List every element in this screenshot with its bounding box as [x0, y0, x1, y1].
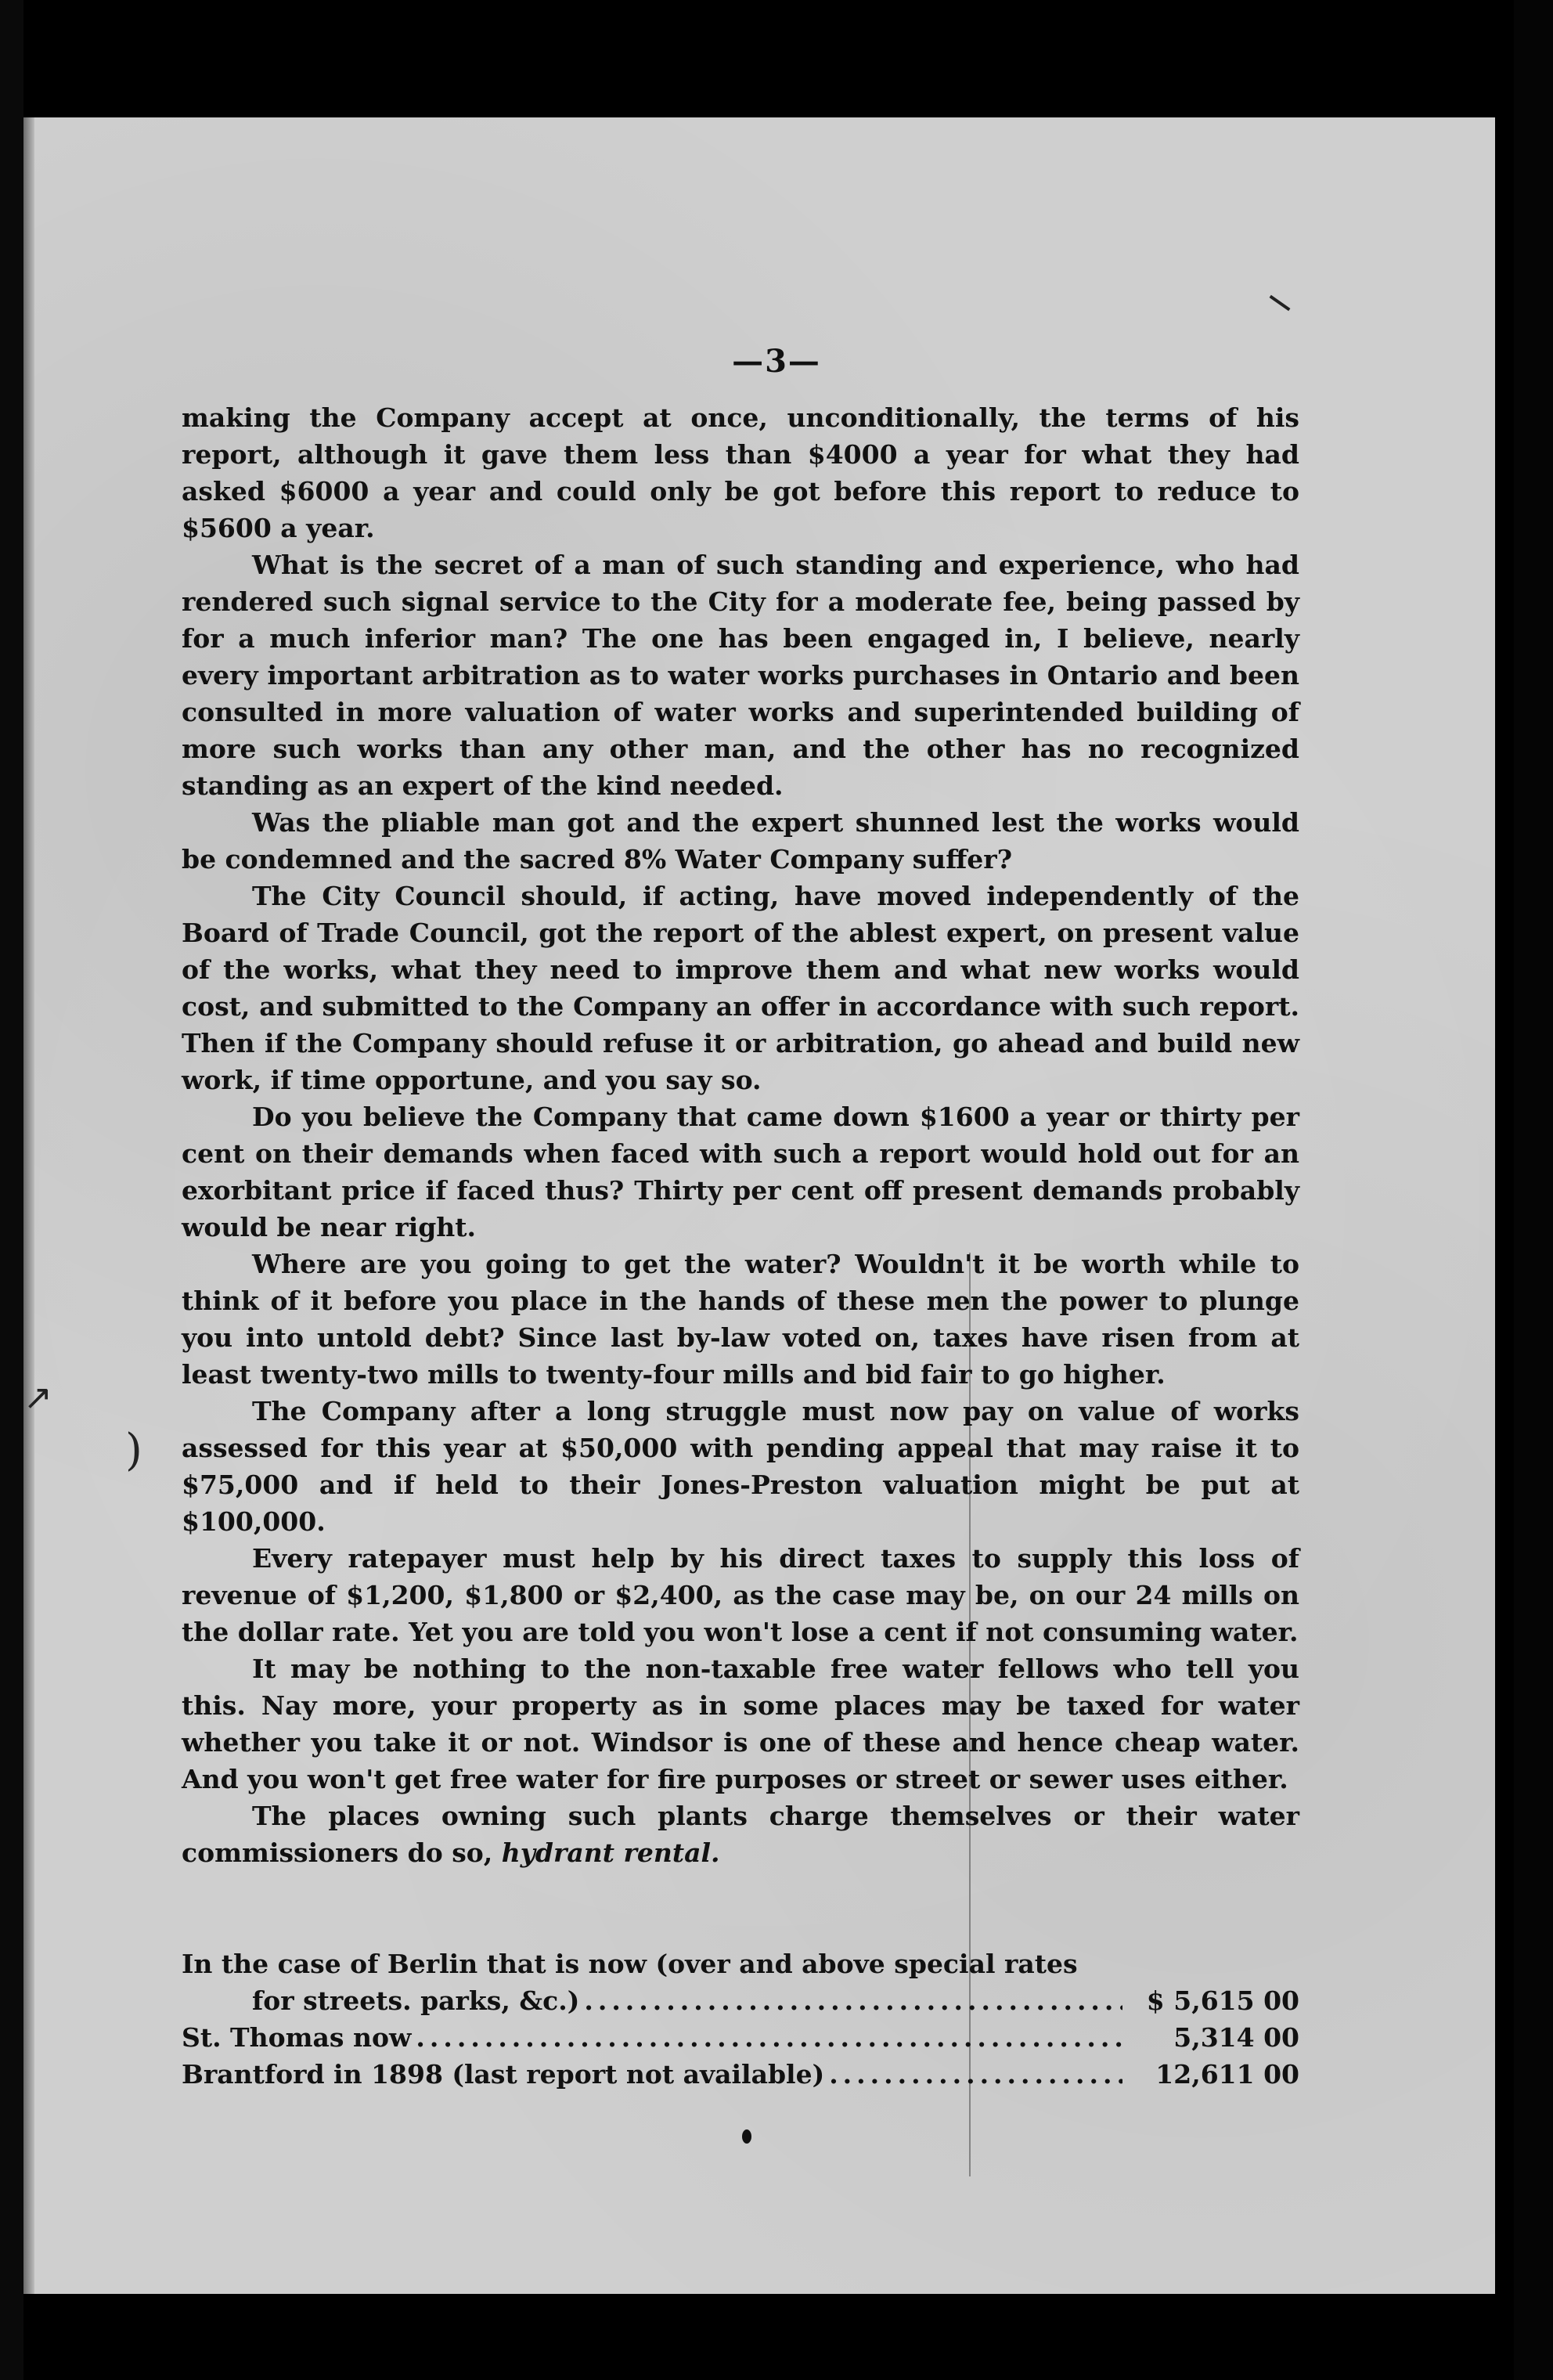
paragraph: The Company after a long struggle must now pay on value of works assessed for this year at $50,000 with pending appeal that may raise it to $75,000 and if held to their Jones-Preston valuation might be put at $100,000. [182, 1396, 1299, 1537]
paragraph: Was the pliable man got and the expert shunned lest the works would be condemned and the sacred 8% Water Company suffer? [182, 807, 1299, 874]
paragraph: Do you believe the Company that came down $1600 a year or thirty per cent on their demands when faced with such a report would hold out for an exorbitant price if faced thus? Thirty per cent off present demands probably would be near right. [182, 1102, 1299, 1242]
rate-label: for streets. parks, &c.) [252, 1985, 580, 2016]
paragraph: Where are you going to get the water? Wouldn't it be worth while to think of it before you place in the hands of these men the power to plunge you into untold debt? Since last by-law voted on, taxes have risen from at least twenty-two mills to twenty-four mills and bid fair to go higher. [182, 1249, 1299, 1390]
rates-table [182, 1945, 1299, 2093]
paragraph: It may be nothing to the non-taxable free water fellows who tell you this. Nay more, your property as in some places may be taxed for water whether you take it or not. Windsor is one of these and hence cheap water. And you won't get free water for fire purposes or street or sewer uses either. [182, 1653, 1299, 1794]
margin-arrow-mark: ↗ [23, 1378, 52, 1418]
hydrant-paragraph [182, 1798, 1299, 1871]
rate-label: Brantford in 1898 (last report not available) [182, 2059, 825, 2090]
margin-bracket-mark: ) [125, 1425, 142, 1476]
paragraph: making the Company accept at once, unconditionally, the terms of his report, although it gave them less than $4000 a year for what they had asked $6000 a year and could only be got before this report to reduce to $5600 a year. [182, 402, 1299, 543]
page-binding-edge [23, 117, 34, 2294]
paragraph: The City Council should, if acting, have moved independently of the Board of Trade Council, got the report of the ablest expert, on present value of the works, what they need to improve them and what new works would cost, and submitted to the Company an offer in accordance with such report. Then if the Company should refuse it or arbitration, go ahead and build new work, if time opportune, and you say so. [182, 881, 1299, 1095]
rate-label: St. Thomas now [182, 2022, 412, 2053]
dot-leader [416, 2019, 1122, 2056]
rate-amount: $ 5,615 00 [1146, 1985, 1299, 2016]
hydrant-rental-italic: hydrant rental. [501, 1837, 720, 1868]
rate-row [182, 2019, 1299, 2056]
paragraph: Every ratepayer must help by his direct taxes to supply this loss of revenue of $1,200, $1,800 or $2,400, as the case may be, on our 24 mills on the dollar rate. Yet you are told you won't lose a cent if not consuming water. [182, 1543, 1299, 1647]
rate-row [182, 1982, 1299, 2019]
dot-leader [584, 1982, 1122, 2019]
page-number: —3— [732, 343, 821, 380]
rate-amount: 5,314 00 [1173, 2022, 1299, 2053]
paragraph: What is the secret of a man of such standing and experience, who had rendered such signal service to the City for a moderate fee, being passed by for a much inferior man? The one has been engaged in, I believe, nearly every important arbitration as to water works purchases in Ontario and been consulted in more valuation of water works and superintended building of more such works than any other man, and the other has no recognized standing as an expert of the kind needed. [182, 550, 1299, 801]
rates-intro: In the case of Berlin that is now (over and above special rates [182, 1949, 1078, 1979]
hydrant-text: The places owning such plants charge themselves or their water commissioners do so, [182, 1801, 1299, 1868]
dot-leader [829, 2056, 1122, 2093]
body-text [182, 399, 1299, 1871]
rate-row [182, 2056, 1299, 2093]
rate-amount: 12,611 00 [1155, 2059, 1299, 2090]
ink-spot [742, 2129, 751, 2144]
